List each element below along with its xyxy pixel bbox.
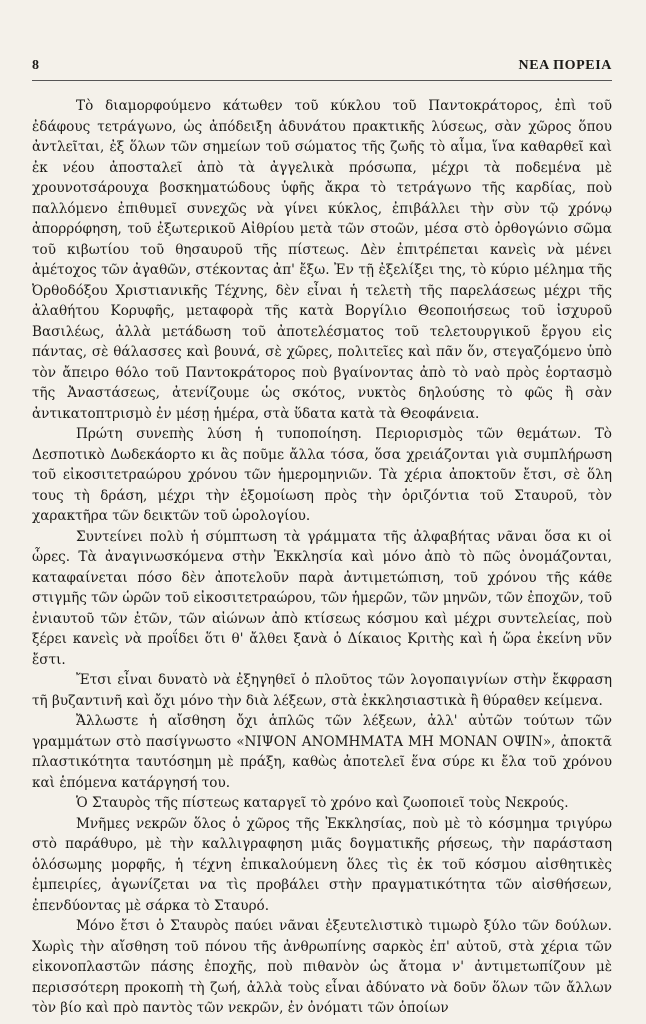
body-text [32,96,612,1019]
page-number: 8 [32,58,39,73]
paragraph: Ὁ Σταυρὸς τῆς πίστεως καταργεῖ τὸ χρόνο καὶ ζωοποιεῖ τοὺς Νεκρούς. [76,795,569,811]
paragraph: Ἄλλωστε ἡ αἴσθηση ὄχι ἁπλῶς τῶν λέξεων, ἀλλ' αὐτῶν τούτων τῶν γραμμάτων στὸ πασίγνωστο «ΝΙΨΟΝ ΑΝΟΜΗΜΑΤΑ ΜΗ ΜΟΝΑΝ ΟΨΙΝ», ἀποκτᾶ πλαστικότητα ταυτόσημη μὲ πράξη, καθὼς ἀποτελεῖ ἕνα σύρε κι ἔλα τοῦ χρόνου καὶ ἑπόμενα κατάργησή του. [32,713,612,791]
page-header [32,56,612,78]
running-head: ΝΕΑ ΠΟΡΕΙΑ [518,58,612,73]
paragraph: Συντείνει πολὺ ἡ σύμπτωση τὰ γράμματα τῆς ἀλφαβήτας νᾶναι ὅσα κι οἱ ὧρες. Τὰ ἀναγινωσκόμενα στὴν Ἐκκλησία καὶ μόνο ἀπὸ τὸ πῶς ὀνομάζονται, καταφαίνεται πόσο δὲν ἀποτελοῦν παρὰ ἀντιμετώπιση, τοῦ χρόνου τῆς κάθε στιγμῆς τῶν ὡρῶν τοῦ εἰκοσιτετραώρου, τῶν ἡμερῶν, τῶν μηνῶν, τῶν ἐποχῶν, τοῦ ἐνιαυτοῦ τῶν ἐτῶν, τῶν αἰώνων ἀπὸ κτίσεως κόσμου καὶ μέχρι συντελείας, ποὺ ξέρει κανεὶς νὰ προΐδει ὅτι θ' ἄλθει ξανὰ ὁ Δίκαιος Κριτὴς καὶ ἡ ὥρα ἐκείνη νῦν ἔστι. [32,528,612,668]
paragraph: Τὸ διαμορφούμενο κάτωθεν τοῦ κύκλου τοῦ Παντοκράτορος, ἐπὶ τοῦ ἐδάφους τετράγωνο, ὡς ἀπόδειξη ἀδυνάτου πρακτικῆς λύσεως, σὰν χῶρος ὅπου ἀντλεῖται, ἐξ ὅλων τῶν σημείων τοῦ σώματος τῆς ζωῆς τὸ αἷμα, ἵνα καθαρθεῖ καὶ ἐκ νέου ἀποσταλεῖ ἀπὸ τὰ ἀγγελικὰ πρόσωπα, μέχρι τὰ ποδεμένα μὲ χρουνοτσάρουχα βοσκηματώδους ὑφῆς ἄκρα τὸ τετράγωνο τῆς καρδίας, ποὺ παλλόμενο ἐπιθυμεῖ συνεχῶς νὰ γίνει κύκλος, ἐπιβάλλει τὴν σὺν τῷ χρόνῳ ἀπορρόφηση, τοῦ ἐξωτερικοῦ Αἰθρίου μετὰ τῶν στοῶν, μέσα στὸ ὀρθογώνιο σῶμα τοῦ κιβωτίου τοῦ θησαυροῦ τῆς πίστεως. Δὲν ἐπιτρέπεται κανεὶς νὰ μένει ἀμέτοχος τῶν ἀγαθῶν, στέκοντας ἀπ' ἔξω. Ἐν τῇ ἐξελίξει της, τὸ κύριο μέλημα τῆς Ὀρθοδόξου Χριστιανικῆς Τέχνης, δὲν εἶναι ἡ τελετὴ τῆς παρελάσεως μέχρι τῆς ἀλαθήτου Κορυφῆς, μεταφορὰ τῆς κατὰ Βοργίλιο Θεοποιήσεως τοῦ ἰσχυροῦ Βασιλέως, ἀλλὰ μετάδωση τοῦ ἀποτελέσματος τοῦ τελετουργικοῦ ἔργου εἰς πάντας, σὲ θάλασσες καὶ βουνά, σὲ χῶρες, πολιτεῖες καὶ πᾶν ὅν, στεγαζόμενο ὑπὸ τὸν ἄπειρο θόλο τοῦ Παντοκράτορος ποὺ βγαίνοντας ἀπὸ τὸ ναὸ πρὸς ἑορτασμὸ τῆς Ἀναστάσεως, ἀτενίζουμε ὡς σκότος, νυκτὸς δηλούσης τὸ φῶς ἢ σὰν ἀντικατοπτρισμὸ ἐν μέσῃ ἡμέρα, στὰ ὕδατα κατὰ τὰ Θεοφάνεια. [32,98,612,422]
paragraph: Ἔτσι εἶναι δυνατὸ νὰ ἐξηγηθεῖ ὁ πλοῦτος τῶν λογοπαιγνίων στὴν ἔκφραση τῆ βυζαντινῆ καὶ ὄχι μόνο τὴν διὰ λέξεων, στὰ ἐκκλησιαστικὰ ἢ θύραθεν κείμενα. [32,672,612,709]
header-rule [32,80,612,81]
paragraph: Πρώτη συνεπὴς λύση ἡ τυποποίηση. Περιορισμὸς τῶν θεμάτων. Τὸ Δεσποτικὸ Δωδεκάορτο κι ἂς ποῦμε ἄλλα τόσα, ὅσα χρειάζονται γιὰ συμπλήρωση τοῦ εἰκοσιτετραώρου χρόνου τῶν ἡμερομηνιῶν. Τὰ χέρια ἀποκτοῦν ἔτσι, σὲ ὅλη τους τὴ δράση, μέχρι τὴν ἐξομοίωση πρὸς τὴν ὁριζόντια τοῦ Σταυροῦ, τὸν χαρακτῆρα τῶν δεικτῶν τοῦ ὡρολογίου. [32,426,612,524]
paragraph: Μνῆμες νεκρῶν ὅλος ὁ χῶρος τῆς Ἐκκλησίας, ποὺ μὲ τὸ κόσμημα τριγύρω στὸ παράθυρο, μὲ τὴν καλλιγραφηση μιᾶς δογματικῆς ρήσεως, τὴν παράσταση ὁλόσωμης μορφῆς, ἡ τέχνη ἐπικαλούμενη ὅλες τὶς ἐκ τοῦ κόσμου αἰσθητικὲς ἐμπειρίες, ἀγωνίζεται να τὶς προβάλει στὴν πραγματικότητα τῶν αἰσθήσεων, ἐπενδύοντας μὲ σάρκα τὸ Σταυρό. [32,815,612,914]
paragraph: Μόνο ἔτσι ὁ Σταυρὸς παύει νᾶναι ἐξευτελιστικὸ τιμωρὸ ξύλο τῶν δούλων. Χωρὶς τὴν αἴσθηση τοῦ πόνου τῆς ἀνθρωπίνης σαρκὸς ἐπ' αὐτοῦ, στὰ χέρια τῶν εἰκονοπλαστῶν πάσης ἐποχῆς, ποὺ πιθανὸν ὡς ἄτομα ν' ἀντιμετωπίζουν μὲ περισσότερη προκοπὴ τὴ ζωή, ἀλλὰ τοὺς εἶναι ἀδύνατο νὰ δοῦν ὅλων τῶν ἄλλων τὸν βίο καὶ πρὸ παντὸς τῶν νεκρῶν, ἐν ὀνόματι τῶν ὁποίων [32,918,612,1016]
